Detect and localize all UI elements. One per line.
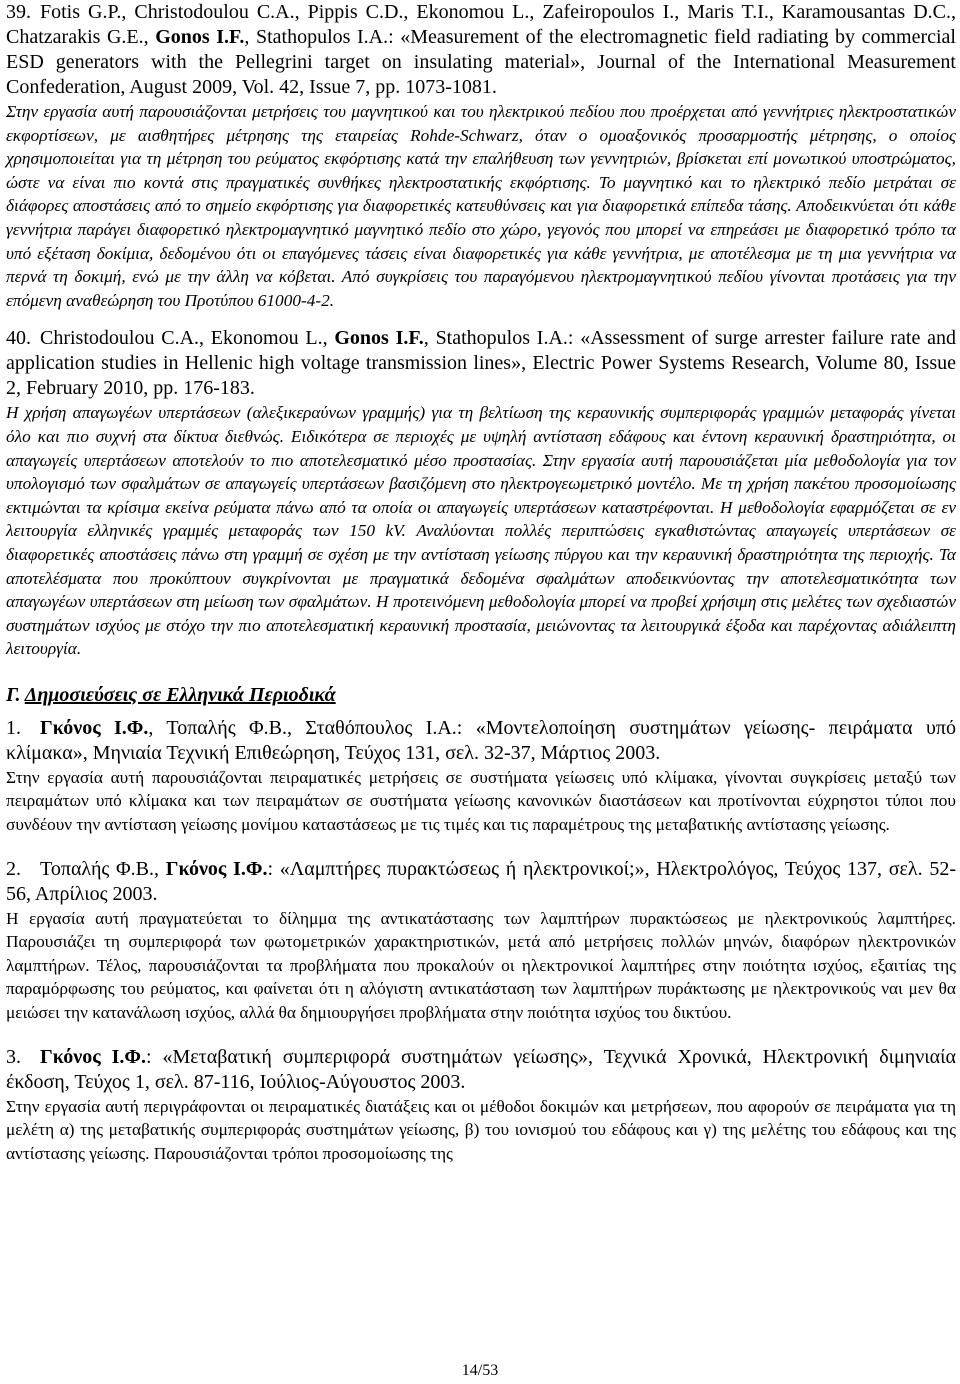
reference-citation: , Stathopulos I.A.: «Assessment of surge arrester failure rate and application studies in Hellenic high voltage transmission lines», Electric Power Systems Research, Volume 80, Issue 2, February 2010, pp. 176-183. — [6, 327, 956, 400]
reference-g1 — [6, 716, 956, 766]
reference-authors: Τοπαλής Φ.Β., — [40, 857, 166, 880]
reference-number: 40. — [6, 327, 31, 350]
section-heading — [6, 683, 956, 708]
reference-g2 — [6, 857, 956, 907]
reference-number: 1. — [6, 716, 21, 739]
reference-abstract: Στην εργασία αυτή παρουσιάζονται μετρήσεις του μαγνητικού και του ηλεκτρικού πεδίου που προέρχεται από γεννήτριες ηλεκτροστατικών εκφορτίσεων, με αισθητήρες μέτρησης της εταιρείας Rohde-Schwarz, όταν ο ομοαξονικός προσαρμοστής μέτρησης, ο οποίος χρησιμοποιείται για τη μέτρηση του ρεύματος εκφόρτισης κατά την επαλήθευση των γεννητριών, βρίσκεται επί μονωτικού υποστρώματος, ώστε να είναι πιο κοντά στις πραγματικές συνθήκες ηλεκτροστατικής εκφόρτισης. Το μαγνητικό και το ηλεκτρικό πεδίο μετράται σε διάφορες αποστάσεις από το σημείο εκφόρτισης για διαφορετικές κατευθύνσεις και για διαφορετικά επίπεδα τάσης. Αποδεικνύεται ότι κάθε γεννήτρια παράγει διαφορετικό ηλεκτρομαγνητικό μαγνητικό πεδίο στο χώρο, γεγονός που μπορεί να επηρεάσει με διαφορετικό τρόπο τα υπό εξέταση δοκίμια, δεδομένου ότι οι επαγόμενες τάσεις είναι διαφορετικές για κάθε γεννήτρια, με αποτέλεσμα με τη μια γεννήτρια να περνά τη δοκιμή, ενώ με την άλλη να κόβεται. Από συγκρίσεις του παραγόμενου ηλεκτρομαγνητικού πεδίου γίνονται προτάσεις για την επόμενη αναθεώρηση του Προτύπου 61000-4-2. — [6, 102, 956, 310]
reference-number: 2. — [6, 857, 21, 880]
section-title: Δημοσιεύσεις σε Ελληνικά Περιοδικά — [24, 683, 336, 706]
reference-citation: , Stathopulos I.A.: «Measurement of the electromagnetic field radiating by commercial ESD generators with the Pellegrini target on insulating material», Journal of the International Measurement Confederation, August 2009, Vol. 42, Issue 7, pp. 1073-1081. — [6, 26, 956, 98]
reference-number: 3. — [6, 1045, 21, 1068]
reference-authors: Christodoulou C.A., Ekonomou L., — [40, 327, 335, 350]
reference-abstract: Στην εργασία αυτή παρουσιάζονται πειραματικές μετρήσεις σε συστήματα γείωσεις υπό κλίμακα, γίνονται συγκρίσεις μεταξύ των πειραμάτων υπό κλίμακα και των πειραμάτων σε συστήματα γείωσης κανονικών διαστάσεων και προτίνονται εύχρηστοι τύποι που συνδέουν την αντίσταση γείωσης μονίμου καταστάσεως με τις τιμές και τις παραμέτρους της μεταβατικής αντίστασης γείωσης. — [6, 767, 956, 835]
reference-abstract: Η εργασία αυτή πραγματεύεται το δίλημμα της αντικατάστασης των λαμπτήρων πυρακτώσεως με ηλεκτρονικούς λαμπτήρες. Παρουσιάζει τη συμπεριφορά των φωτομετρικών χαρακτηριστικών, μετά από μετρήσεις πολλών μηνών, διαφόρων ηλεκτρονικών λαμπτήρων. Τέλος, παρουσιάζονται τα προβλήματα που προκαλούν οι ηλεκτρονικοί λαμπτήρες στην ποιότητα ισχύος, εξαιτίας της παραμόρφωσης του ρεύματος, και φαίνεται ότι η αλόγιστη αντικατάσταση των λαμπτήρων πυράκτωσης με ηλεκτρονικούς ναι μεν θα μειώσει την κατανάλωση ισχύος, αλλά θα δημιουργήσει προβλήματα στην ποιότητα ισχύος του δικτύου. — [6, 908, 956, 1023]
reference-number: 39. — [6, 1, 31, 23]
reference-40 — [6, 326, 956, 401]
document-page — [6, 0, 956, 1165]
reference-39 — [6, 0, 956, 100]
reference-citation: , Τοπαλής Φ.Β., Σταθόπουλος Ι.Α.: «Μοντελοποίηση συστημάτων γείωσης- πειράματα υπό κλίμακα», Μηνιαία Τεχνική Επιθεώρηση, Τεύχος 131, σελ. 32-37, Μάρτιος 2003. — [6, 716, 957, 764]
reference-citation: : «Μεταβατική συμπεριφορά συστημάτων γείωσης», Τεχνικά Χρονικά, Ηλεκτρονική διμηνιαία έκδοση, Τεύχος 1, σελ. 87-116, Ιούλιος-Αύγουστος 2003. — [6, 1045, 956, 1093]
page-number: 14/53 — [461, 1362, 499, 1379]
reference-author-highlight: Gonos I.F. — [155, 26, 245, 48]
reference-abstract: Στην εργασία αυτή περιγράφονται οι πειραματικές διατάξεις και οι μέθοδοι δοκιμών και μετρήσεων, που αφορούν σε πειράματα για τη μελέτη α) της μεταβατικής συμπεριφοράς συστημάτων γείωσης, β) του ιονισμού του εδάφους και γ) της μελέτης του εδάφους και της αντίστασης γείωσης. Παρουσιάζονται τρόποι προσομοίωσης της — [6, 1096, 956, 1163]
reference-g3 — [6, 1045, 956, 1095]
reference-authors: Fotis G.P., Christodoulou C.A., Pippis C.D., Ekonomou L., Zafeiropoulos I., Maris T.I., Karamousantas D.C., Chatzarakis G.E., — [6, 1, 956, 48]
reference-author-highlight: Γκόνος Ι.Φ. — [40, 1045, 146, 1068]
reference-author-highlight: Γκόνος Ι.Φ. — [40, 716, 149, 739]
reference-author-highlight: Gonos I.F. — [334, 327, 424, 350]
reference-citation: : «Λαμπτήρες πυρακτώσεως ή ηλεκτρονικοί;», Ηλεκτρολόγος, Τεύχος 137, σελ. 52-56, Απρίλιος 2003. — [6, 857, 956, 905]
reference-abstract: Η χρήση απαγωγέων υπερτάσεων (αλεξικεραύνων γραμμής) για τη βελτίωση της κεραυνικής συμπεριφοράς γραμμών μεταφοράς γίνεται όλο και πιο συχνή στα δίκτυα διεθνώς. Ειδικότερα σε περιοχές με υψηλή αντίσταση εδάφους και έντονη κεραυνική δραστηριότητα, οι απαγωγείς υπερτάσεων αποτελούν το πιο αποτελεσματικό μέσο προστασίας. Στην εργασία αυτή παρουσιάζεται μία μεθοδολογία για τον υπολογισμό των σφαλμάτων σε απαγωγείς υπερτάσεων βασιζόμενη στο ηλεκτρογεωμετρικό μοντέλο. Με τη χρήση πακέτου προσομοίωσης εκτιμώνται τα κρίσιμα εκείνα ρεύματα πάνω από τα οποία οι απαγωγείς υπερτάσεων καταστρέφονται. Η μεθοδολογία εφαρμόζεται σε εν λειτουργία ελληνικές γραμμές μεταφοράς των 150 kV. Αναλύονται πολλές περιπτώσεις εγκαθιστώντας απαγωγείς υπερτάσεων σε διαφορετικές αποστάσεις πάνω στη γραμμή σε σχέση με την αντίσταση γείωσης πύργου και την κεραυνική δραστηριότητα της περιοχής. Τα αποτελέσματα που προκύπτουν συγκρίνονται με πραγματικά δεδομένα σφαλμάτων αποδεικνύοντας την αποτελεσματικότητα των απαγωγέων υπερτάσεων στη μείωση των σφαλμάτων. Η προτεινόμενη μεθοδολογία μπορεί να προβεί χρήσιμη στις μελέτες των σχεδιαστών συστημάτων ισχύος με στόχο την πιο αποτελεσματική κεραυνική προστασία, μειώνοντας τα λειτουργικά έξοδα και παρέχοντας αδιάλειπτη λειτουργία. — [6, 403, 956, 659]
section-prefix: Γ. — [6, 683, 25, 706]
reference-author-highlight: Γκόνος Ι.Φ. — [165, 857, 268, 880]
